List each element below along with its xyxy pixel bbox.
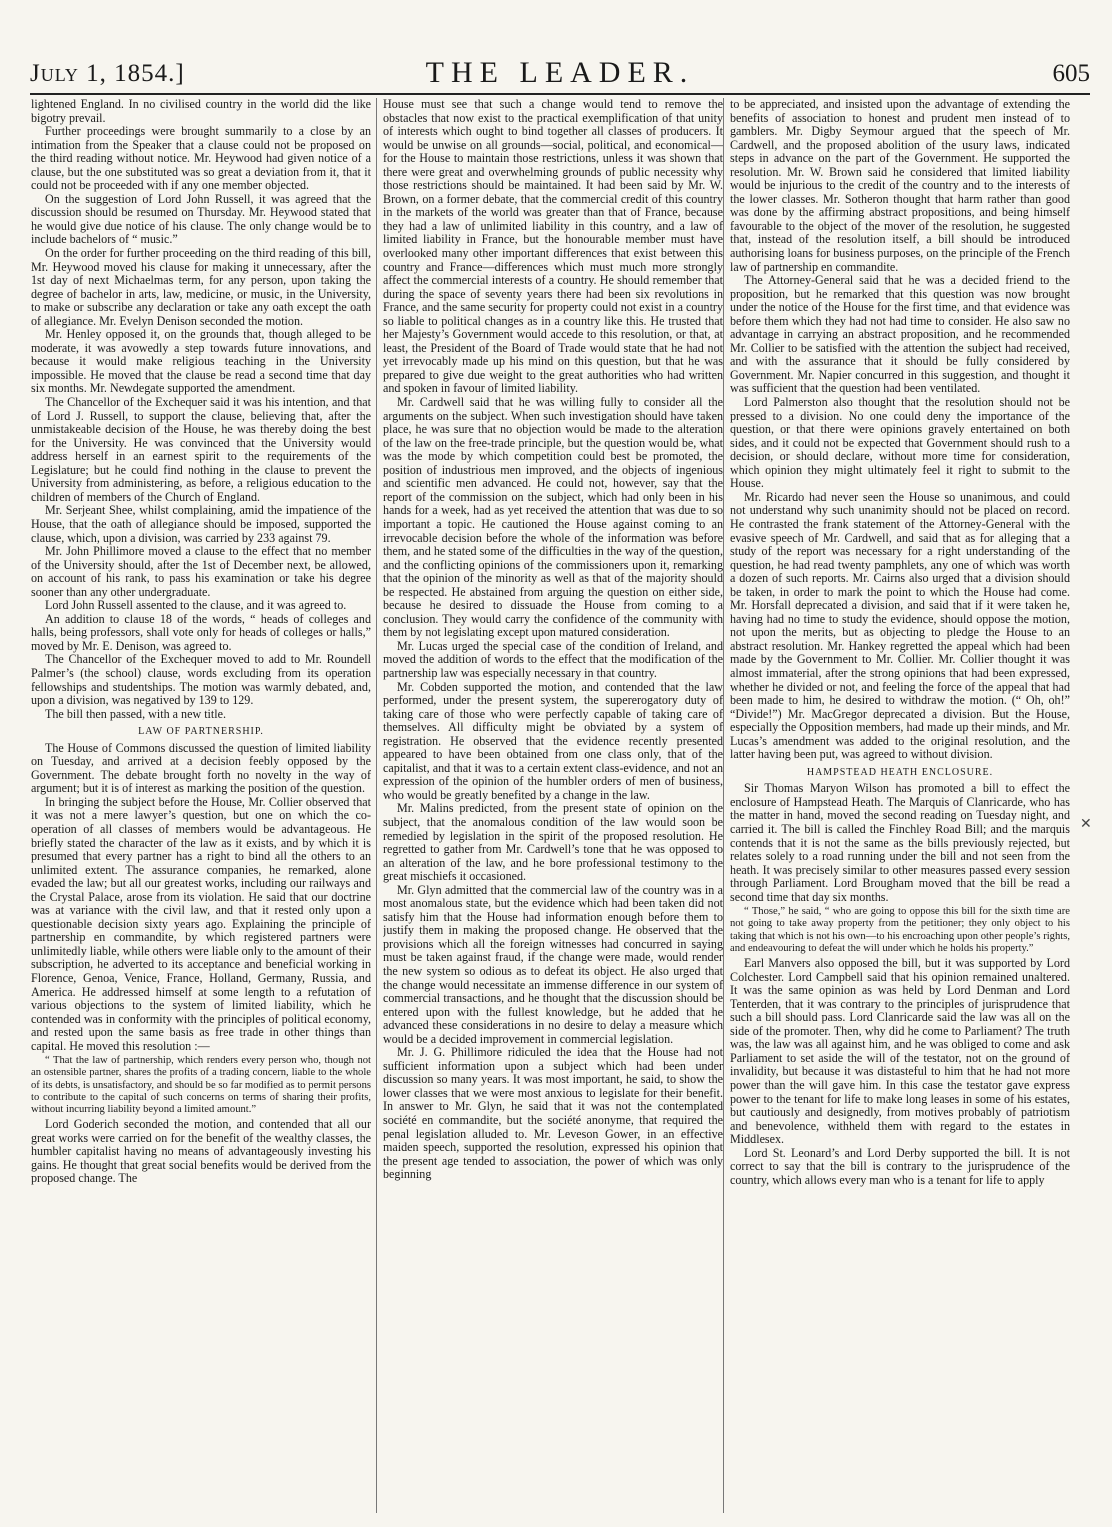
article-paragraph: Mr. Cardwell said that he was willing fully to consider all the arguments on the subject. When such investigation should have taken place, he was sure that no objection would be made to the alteration of the law on the free-trade principle, but the question would be, what was the mode by which competition could best be promoted, the position of industrious men improved, and the objects of ingenious and scientific men advanced. He could not, however, say that the report of the commission on the subject, which had only been in his hands for a week, had as yet received the attention that was due to so important a topic. He cautioned the House against coming to an irrevocable decision before the whole of the information was before them, and he stated some of the difficulties in the way of the question, and the conflicting opinions of the commissioners upon it, remarking that the opinion of the minority as well as that of the majority should be respected. He abstained from arguing the question on either side, because he desired to dissuade the House from coming to a conclusion. They would carry the confidence of the community with them by not legislating except upon matured consideration. (383, 395, 723, 640)
article-paragraph: The Chancellor of the Exchequer said it was his intention, and that of Lord J. Russell, to support the clause, believing that, after the unmistakeable decision of the House, he was thereby doing the best for the University. He was convinced that the University would address herself in an earnest spirit to the requirements of the Legislature; but he could find nothing in the clause to prevent the University from administering, as before, a religious education to the children of members of the Church of England. (31, 395, 371, 504)
section-heading-hampstead-heath: HAMPSTEAD HEATH ENCLOSURE. (806, 766, 994, 778)
article-paragraph: The bill then passed, with a new title. (45, 706, 227, 721)
article-paragraph: Lord St. Leonard’s and Lord Derby supported the bill. It is not correct to say that the bill is contrary to the jurisprudence of the country, which allows every man who is a tenant for life to apply (730, 1145, 1070, 1187)
article-paragraph: to be appreciated, and insisted upon the advantage of extending the benefits of association to honest and prudent men instead of to gamblers. Mr. Digby Seymour argued that the speech of Mr. Cardwell, and the proposed abolition of the usury laws, indicated steps in advance on the part of the Government. He supported the resolution. Mr. W. Brown said he considered that limited liability would be injurious to the credit of the country and to the interests of the lower classes. Mr. Sotheron thought that harm rather than good was done by the affirming abstract propositions, and being himself favourable to the object of the mover of the resolution, he suggested that, instead of the resolution itself, a bill should be introduced authorising loans for business purposes, on the principle of the French law of partnership en commandite. (730, 98, 1070, 274)
article-paragraph: Mr. J. G. Phillimore ridiculed the idea that the House had not sufficient information upon a subject which had been under discussion so many years. It was most important, he said, to show the lower classes that we were most anxious to legislate for their benefit. In answer to Mr. Glyn, he said that it was not the contemplated société en commandite, but the société anonyme, that required the penal legislation alluded to. Mr. Leveson Gower, in an effective maiden speech, supported the resolution, expressed his opinion that the present age tended to association, the power of which was only beginning (383, 1045, 723, 1182)
article-paragraph: Mr. Glyn admitted that the commercial law of the country was in a most anomalous state, but the evidence which had been taken did not satisfy him that the House had information enough before them to justify them in making the proposed change. He observed that the provisions which all the foreign witnesses had concurred in saying must be taken against fraud, if the change were made, would render the new system so odious as to defeat its object. He also urged that the change would necessitate an immense difference in our system of commercial transactions, and he thought that the discussion should be entered upon with the fullest knowledge, but he added that he advanced these considerations in no desire to delay a measure which would be a decided improvement in commercial legislation. (383, 882, 723, 1046)
article-paragraph: The House of Commons discussed the question of limited liability on Tuesday, and arrived at a decision feebly opposed by the Government. The debate brought forth no novelty in the way of argument; but it is of interest as marking the position of the question. (31, 740, 371, 796)
article-paragraph: On the suggestion of Lord John Russell, it was agreed that the discussion should be resumed on Thursday. Mr. Heywood stated that he would give due notice of his clause. The only change would be to include bachelors of “ music.” (31, 191, 371, 247)
section-heading-law-of-partnership: LAW OF PARTNERSHIP. (138, 726, 264, 738)
issue-date: July 1, 1854.] (30, 60, 185, 87)
article-paragraph: The Chancellor of the Exchequer moved to add to Mr. Roundell Palmer’s (the school) clause, words excluding from its operation fellowships and studentships. The motion was warmly debated, and, upon a division, was negatived by 139 to 129. (31, 652, 371, 708)
article-paragraph: The Attorney-General said that he was a decided friend to the proposition, but he remarked that this question was now brought under the notice of the House for the first time, and that evidence was before them which they had not had time to consider. He also saw no advantage in carrying an abstract proposition, and he recommended Mr. Collier to be satisfied with the attention the subject had received, and with the assurance that it should be fully considered by Government. Mr. Napier concurred in this suggestion, and thought it was sufficient that the question had been ventilated. (730, 273, 1070, 396)
column-divider (376, 98, 377, 1513)
article-paragraph: Mr. Serjeant Shee, whilst complaining, amid the impatience of the House, that the oath of allegiance should be imposed, supported the clause, which, upon a division, was carried by 233 against 79. (31, 503, 371, 545)
article-paragraph: Further proceedings were brought summarily to a close by an intimation from the Speaker that a clause could not be proposed on the third reading without notice. Mr. Heywood had given notice of a clause, but the one substituted was so great a deviation from it, that it could not be proceeded with if any one member objected. (31, 124, 371, 193)
article-paragraph: In bringing the subject before the House, Mr. Collier observed that it was not a mere lawyer’s question, but one on which the co-operation of all classes of members would be advantageous. He briefly stated the character of the law as it exists, and by which it is presumed that every partner has a right to bind all the others to an unlimited extent. The assurance companies, he remarked, alone evaded the law; but all our greatest works, including our railways and the Crystal Palace, arose from its violation. He said that our doctrine was at variance with the civil law, and that it rested only upon a questionable decision sixty years ago. Explaining the principle of partnership en commandite, by which registered partners were unlimitedly liable, while others were liable only to the amount of their subscription, he adverted to its acceptance and beneficial working in Florence, Genoa, Venice, France, Holland, Germany, Russia, and America. He addressed himself at some length to a refutation of various objections to the system of limited liability, which he contended was in conformity with the principles of political economy, and rested upon the same basis as free trade in other things than capital. He moved this resolution :— (31, 794, 371, 1053)
article-paragraph: On the order for further proceeding on the third reading of this bill, Mr. Heywood moved his clause for making it unnecessary, after the 1st day of next Michaelmas term, for any person, upon taking the degree of bachelor in arts, law, medicine, or music, in the University, to make or subscribe any declaration or take any oath except the oath of allegiance. Mr. Evelyn Denison seconded the motion. (31, 246, 371, 328)
article-paragraph: lightened England. In no civilised country in the world did the like bigotry prevail. (31, 98, 371, 125)
block-quote: “ That the law of partnership, which renders every person who, though not an ostensible partner, shares the profits of a trading concern, liable to the whole of its debts, is unsatisfactory, and should be so far modified as to permit persons to contribute to the capital of such concerns on terms of sharing their profits, without incurring liability beyond a limited amount.” (31, 1055, 371, 1116)
block-quote: “ Those,” he said, “ who are going to oppose this bill for the sixth time are not going to take away property from the petitioner; they only object to his taking that which is not his own—to his encroaching upon other people’s rights, and endeavouring to defeat the will under which he holds his property.” (730, 906, 1070, 954)
column-1 (31, 98, 371, 1518)
article-paragraph: Mr. Ricardo had never seen the House so unanimous, and could not understand why such unanimity should not be placed on record. He contrasted the frank statement of the Attorney-General with the evasive speech of Mr. Cardwell, and said that as for alleging that a study of the report was necessary for a right understanding of the question, he had read twenty pamphlets, any one of which was worth a dozen of such reports. Mr. Cairns also urged that a division should be taken, in order to mark the point to which the House had come. Mr. Horsfall deprecated a division, and said that if it were taken he, having had no time to study the evidence, should oppose the motion, not upon the merits, but as objecting to pledge the House to an abstract resolution. Mr. Hankey regretted the appeal which had been made by the Government to Mr. Collier. Mr. Collier thought it was almost immaterial, after the strong opinions that had been expressed, whether he divided or not, and feeling the force of the appeal that had been made to him, he desired to withdraw the motion. (“ Oh, oh!” “Divide!”) Mr. MacGregor deprecated a division. But the House, especially the Opposition members, had made up their minds, and Mr. Lucas’s amendment was added to the original resolution, and the latter having been put, was agreed to without division. (730, 489, 1070, 762)
masthead-rule (30, 93, 1090, 95)
column-3 (730, 98, 1070, 1518)
article-paragraph: Sir Thomas Maryon Wilson has promoted a bill to effect the enclosure of Hampstead Heath. The Marquis of Clanricarde, who has the matter in hand, moved the second reading on Tuesday night, and carried it. The bill is called the Finchley Road Bill; and the marquis contends that it is not the same as the bills previously rejected, but relates solely to a road running under the bill and not seen from the heath. It was precisely similar to other measures passed every session through Parliament. Lord Brougham moved that the bill be read a second time that day six months. (730, 781, 1070, 904)
page-number: 605 (1052, 60, 1090, 87)
article-paragraph: Earl Manvers also opposed the bill, but it was supported by Lord Colchester. Lord Campbell said that his opinion remained unaltered. It was the same opinion as was held by Lord Denman and Lord Tenterden, that it was contrary to the principles of jurisprudence that such a bill should pass. Lord Clanricarde said the law was all on the side of the promoter. Then, why did he come to Parliament? The truth was, the law was all against him, and he was obliged to come and ask Parliament to set aside the will of the testator, not on the ground of invalidity, but because it was distasteful to him that he had not more power than the will gave him. In this case the testator gave express power to the tenant for life to make long leases in some of his estates, but cautiously and designedly, from motives probably of patriotism and benevolence, withheld them with regard to the estates in Middlesex. (730, 956, 1070, 1147)
article-paragraph: Lord Palmerston also thought that the resolution should not be pressed to a division. No one could deny the importance of the question, or that there were opinions gravely entertained on both sides, and it could not be expected that Government should rush to a decision, or should declare, without more time for consideration, which opinion they might ultimately feel it right to submit to the House. (730, 395, 1070, 491)
article-paragraph: Lord Goderich seconded the motion, and contended that all our great works were carried on for the benefit of the wealthy classes, the humbler capitalist having no means of advantageously investing his gains. He thought that great social benefits would be derived from the proposed change. The (31, 1117, 371, 1186)
article-paragraph: Mr. Henley opposed it, on the grounds that, though alleged to be moderate, it was avowedly a step towards future innovations, and because it would make religious teaching in the University impossible. He moved that the clause be read a second time that day six months. Mr. Newdegate supported the amendment. (31, 327, 371, 396)
article-paragraph: An addition to clause 18 of the words, “ heads of colleges and halls, being professors, shall vote only for heads of colleges or halls,” moved by Mr. E. Denison, was agreed to. (31, 611, 371, 653)
margin-mark-icon: ✕ (1080, 817, 1092, 832)
article-paragraph: Lord John Russell assented to the clause, and it was agreed to. (45, 598, 347, 613)
article-paragraph: Mr. Malins predicted, from the present state of opinion on the subject, that the anomalous condition of the law would soon be remedied by legislation in the spirit of the proposed resolution. He regretted to gather from Mr. Cardwell’s tone that he was opposed to an alteration of the law, and he bore professional testimony to the great mischiefs it occasioned. (383, 801, 723, 884)
column-divider (723, 98, 724, 1513)
article-paragraph: House must see that such a change would tend to remove the obstacles that now exist to the practical exemplification of that unity of interests which ought to bind together all classes of producers. It would be unwise on all grounds—social, political, and economical—for the House to maintain those restrictions, unless it was shown that there were great and overwhelming grounds of public necessity why those restrictions should be maintained. It had been said by Mr. W. Brown, on a former debate, that the commercial credit of this country in the markets of the world was greater than that of France, because they had a law of unlimited liability in this country, and a law of limited liability in France, but the honourable member must have overlooked many other important differences that exist between this country and France—differences which must much more strongly affect the commercial interests of a country. He should remember that during the space of seventy years there had been six revolutions in France, and the same security for property could not exist in a country so liable to political changes as in a country like this. He trusted that her Majesty’s Government would accede to this resolution, or that, at least, the President of the Board of Trade would state that he had not yet irrevocably made up his mind on this question, but that he was prepared to give due weight to the great authorities who had written and spoken in favour of limited liability. (383, 98, 723, 396)
article-paragraph: Mr. Lucas urged the special case of the condition of Ireland, and moved the addition of words to the effect that the modification of the partnership law was especially necessary in that country. (383, 638, 723, 680)
newspaper-title: THE LEADER. (425, 56, 695, 89)
masthead (30, 52, 1090, 92)
article-paragraph: Mr. Cobden supported the motion, and contended that the law performed, under the present system, the supererogatory duty of taking care of those who were perfectly capable of taking care of themselves. All difficulty might be obviated by a system of registration. He observed that the evidence recently presented appeared to have been obtained from one class only, that of the capitalist, and that it was to a certain extent class-evidence, and not an expression of the opinion of the humbler orders of men of business, who would be greatly benefited by a change in the law. (383, 679, 723, 802)
article-paragraph: Mr. John Phillimore moved a clause to the effect that no member of the University should, after the 1st of December next, be allowed, on account of his rank, to pass his examination or take his degree sooner than any other undergraduate. (31, 544, 371, 599)
column-2 (383, 98, 723, 1518)
